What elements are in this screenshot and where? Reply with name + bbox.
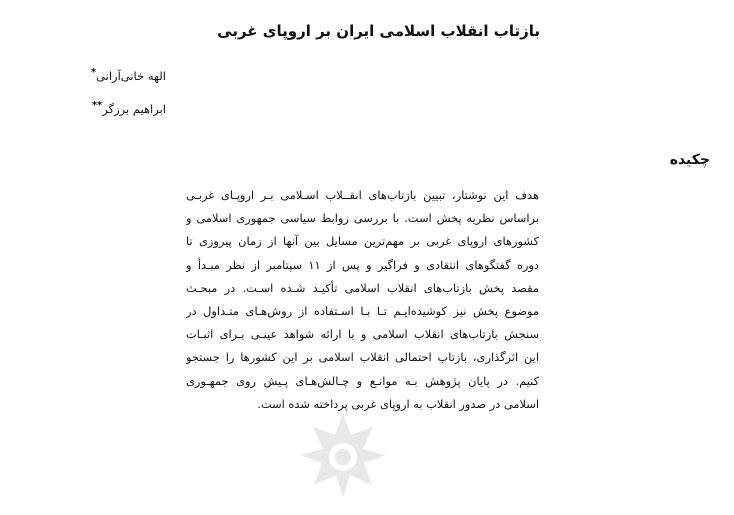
abstract-line: سنجش بازتاب‌های انقلاب اسلامی و با ارائه شواهد عینـی بـرای اثبـات: [186, 327, 539, 342]
abstract-line: مقصد پخش بازتاب‌های انقلاب اسلامی تأکیـد شـده اسـت. در مبحـث: [186, 280, 539, 295]
paper-title: بازتاب انقلاب اسلامی ایران بر اروپای غربی: [217, 22, 540, 40]
author-name: [26, 68, 166, 84]
abstract-body: [186, 184, 539, 416]
abstract-line: دوره گفتگوهای انتقادی و فراگیر و پس از ۱۱ سپتامبر از نظر مبـدأ و: [186, 257, 539, 272]
abstract-line: اسلامی در صدور انقلاب به اروپای غربی پرداخته شده است.: [257, 396, 539, 411]
abstract-line: هدف این نوشتار، تبیین بازتاب‌های انقــلاب اسـلامی بـر اروپـای غربـی: [186, 188, 539, 202]
abstract-line: کنیم. در پایان پژوهش بـه موانـع و چـالش‌هـای پـیش روی جمهـوری: [186, 373, 539, 388]
abstract-line: براساس نظریه پخش است. با بررسی روابط سیاسی جمهوری اسلامی و: [186, 211, 539, 226]
author-name-text: ابراهیم برزگر: [102, 102, 166, 116]
author-name: [26, 101, 166, 117]
author-name-text: الهه خانی‌آرانی: [96, 69, 166, 83]
author-footnote-marker: *: [90, 67, 97, 79]
watermark-emblem-icon: [268, 405, 418, 515]
abstract-heading: چکیده: [669, 152, 710, 168]
author-footnote-marker: **: [91, 100, 103, 112]
abstract-line: این اثرگذاری، بازتاب احتمالی انقلاب اسلامی بر این کشورها را جستجو: [186, 350, 539, 365]
abstract-line: موضوع پخش نیز کوشیده‌ایـم تـا بـا اسـتفاده از روش‌هـای متـداول در: [186, 303, 539, 318]
abstract-line: کشورهای اروپای غربی بر مهم‌ترین مسایل بین آنها از زمان پیروزی تا: [186, 234, 539, 249]
